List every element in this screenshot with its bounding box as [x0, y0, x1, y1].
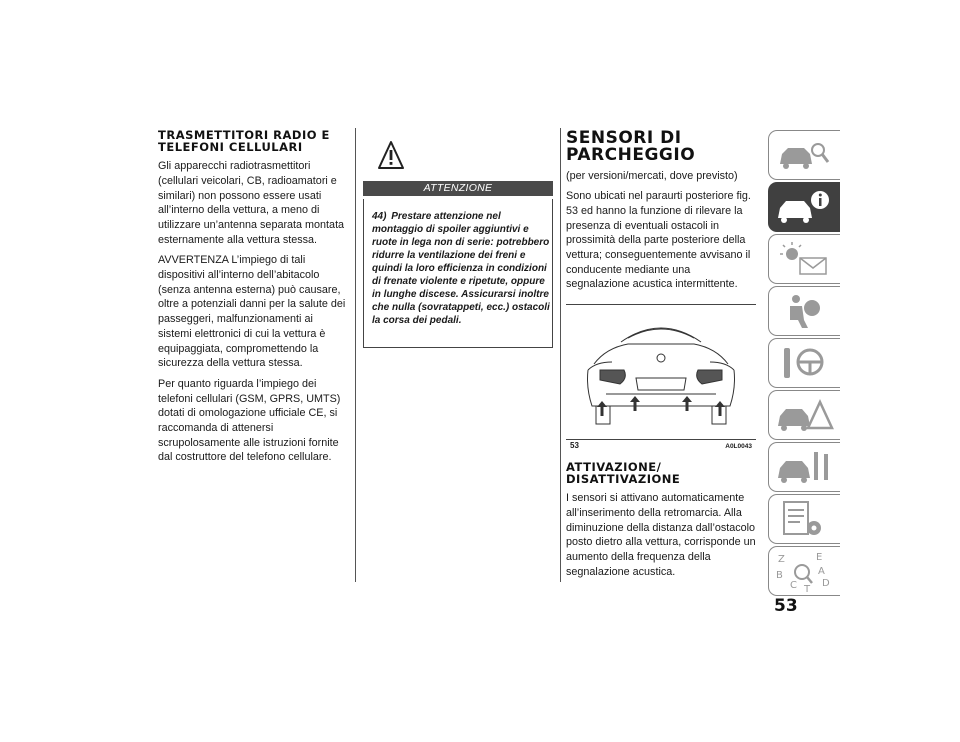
- car-magnifier-icon: [774, 134, 834, 176]
- figure-parking-sensors: [566, 304, 756, 450]
- paragraph-activation: I sensori si attivano automaticamente all’inserimento della retromarcia. Alla diminuzione della distanza dall’ostacolo posto dietro alla vettura, corrisponde un aumento della frequenza della segnalazione acustica.: [566, 492, 756, 578]
- column-divider-left: [355, 128, 356, 582]
- figure-number: 53: [570, 441, 579, 451]
- section-heading-activation: ATTIVAZIONE/ DISATTIVAZIONE: [566, 460, 681, 486]
- warning-triangle-icon: [378, 140, 404, 170]
- index-letter-t: T: [804, 584, 811, 592]
- tab-warning-lights[interactable]: [768, 234, 840, 284]
- attention-box: [363, 199, 553, 348]
- airbag-person-icon: [774, 290, 834, 332]
- figure-bottom-rule: [566, 439, 756, 440]
- note-text: Prestare attenzione nel montaggio di spoiler aggiuntivi e ruote in lega non di serie: potrebbero ridurre la ventilazione dei freni e quindi la loro efficienza in condizioni di frenate violente e ripetute, oppure in lunghe discese. Assicurarsi inoltre che nulla (sovratappeti, ecc.) ostacoli la corsa dei pedali.: [372, 211, 550, 326]
- tab-technical-data[interactable]: [768, 494, 840, 544]
- tab-maintenance[interactable]: [768, 442, 840, 492]
- paragraph-phones: Per quanto riguarda l’impiego dei telefoni cellulari (GSM, GPRS, UMTS) dotati di omologazione ufficiale CE, si raccomanda di attenersi scrupolosamente alle istruzioni fornite dal costruttore del telefono cellulare.: [158, 377, 341, 464]
- tab-safety-info[interactable]: [768, 182, 840, 232]
- index-letter-d: D: [822, 578, 830, 589]
- car-wrench-icon: [774, 446, 834, 488]
- tab-index[interactable]: [768, 546, 840, 596]
- alphabetical-index-icon: [774, 550, 834, 592]
- attention-bar: ATTENZIONE: [363, 181, 553, 196]
- index-letter-e: E: [816, 552, 823, 563]
- paragraph-radio-1: Gli apparecchi radiotrasmettitori (cellulari veicolari, CB, radioamatori e similari) non possono essere usati all’interno della vettura, a meno di utilizzare un’antenna separata montata esternamente alla vettura stessa.: [158, 160, 345, 246]
- tab-emergency[interactable]: [768, 390, 840, 440]
- tab-knowing-car[interactable]: [768, 130, 840, 180]
- chapter-sidebar: [768, 130, 840, 598]
- car-rear-illustration: [566, 308, 756, 434]
- section-heading-parking: SENSORI DI PARCHEGGIO: [566, 128, 696, 166]
- index-letter-b: B: [776, 570, 783, 581]
- figure-top-rule: [566, 304, 756, 305]
- paragraph-warning: AVVERTENZA L’impiego di tali dispositivi all’interno dell’abitacolo (senza antenna esterna) può causare, oltre a potenziali danni per la salute dei passeggeri, malfunzionamenti ai sistemi elettronici di cui la vettura è equipaggiata, compromettendo la sicurezza della vettura stessa.: [158, 254, 346, 370]
- index-letter-c: C: [790, 580, 797, 591]
- paragraph-parking-1: Sono ubicati nel paraurti posteriore fig. 53 ed hanno la funzione di rilevare la presenza di eventuali ostacoli in prossimità della parte posteriore della vettura; conseguentemente avvisano il conducente mediante una segnalazione acustica intermittente.: [566, 190, 751, 291]
- figure-code: A0L0043: [725, 443, 752, 451]
- index-letter-z: Z: [778, 554, 785, 565]
- specs-list-gear-icon: [774, 498, 834, 540]
- left-column: [158, 130, 348, 471]
- note-number: 44): [372, 211, 387, 222]
- attention-note: [372, 210, 550, 327]
- attention-column: [363, 130, 553, 360]
- column-divider-right: [560, 128, 561, 582]
- parking-subtitle: (per versioni/mercati, dove previsto): [566, 169, 738, 182]
- right-column: [566, 130, 756, 586]
- tab-safety[interactable]: [768, 286, 840, 336]
- section-heading-radio: TRASMETTITORI RADIO E TELEFONI CELLULARI: [158, 128, 330, 154]
- car-breakdown-triangle-icon: [774, 394, 834, 436]
- car-info-icon: [774, 186, 834, 228]
- tab-starting-driving[interactable]: [768, 338, 840, 388]
- steering-gear-icon: [774, 342, 834, 384]
- index-letter-a: A: [818, 566, 825, 577]
- page-number: 53: [774, 596, 798, 616]
- warning-light-envelope-icon: [774, 238, 834, 280]
